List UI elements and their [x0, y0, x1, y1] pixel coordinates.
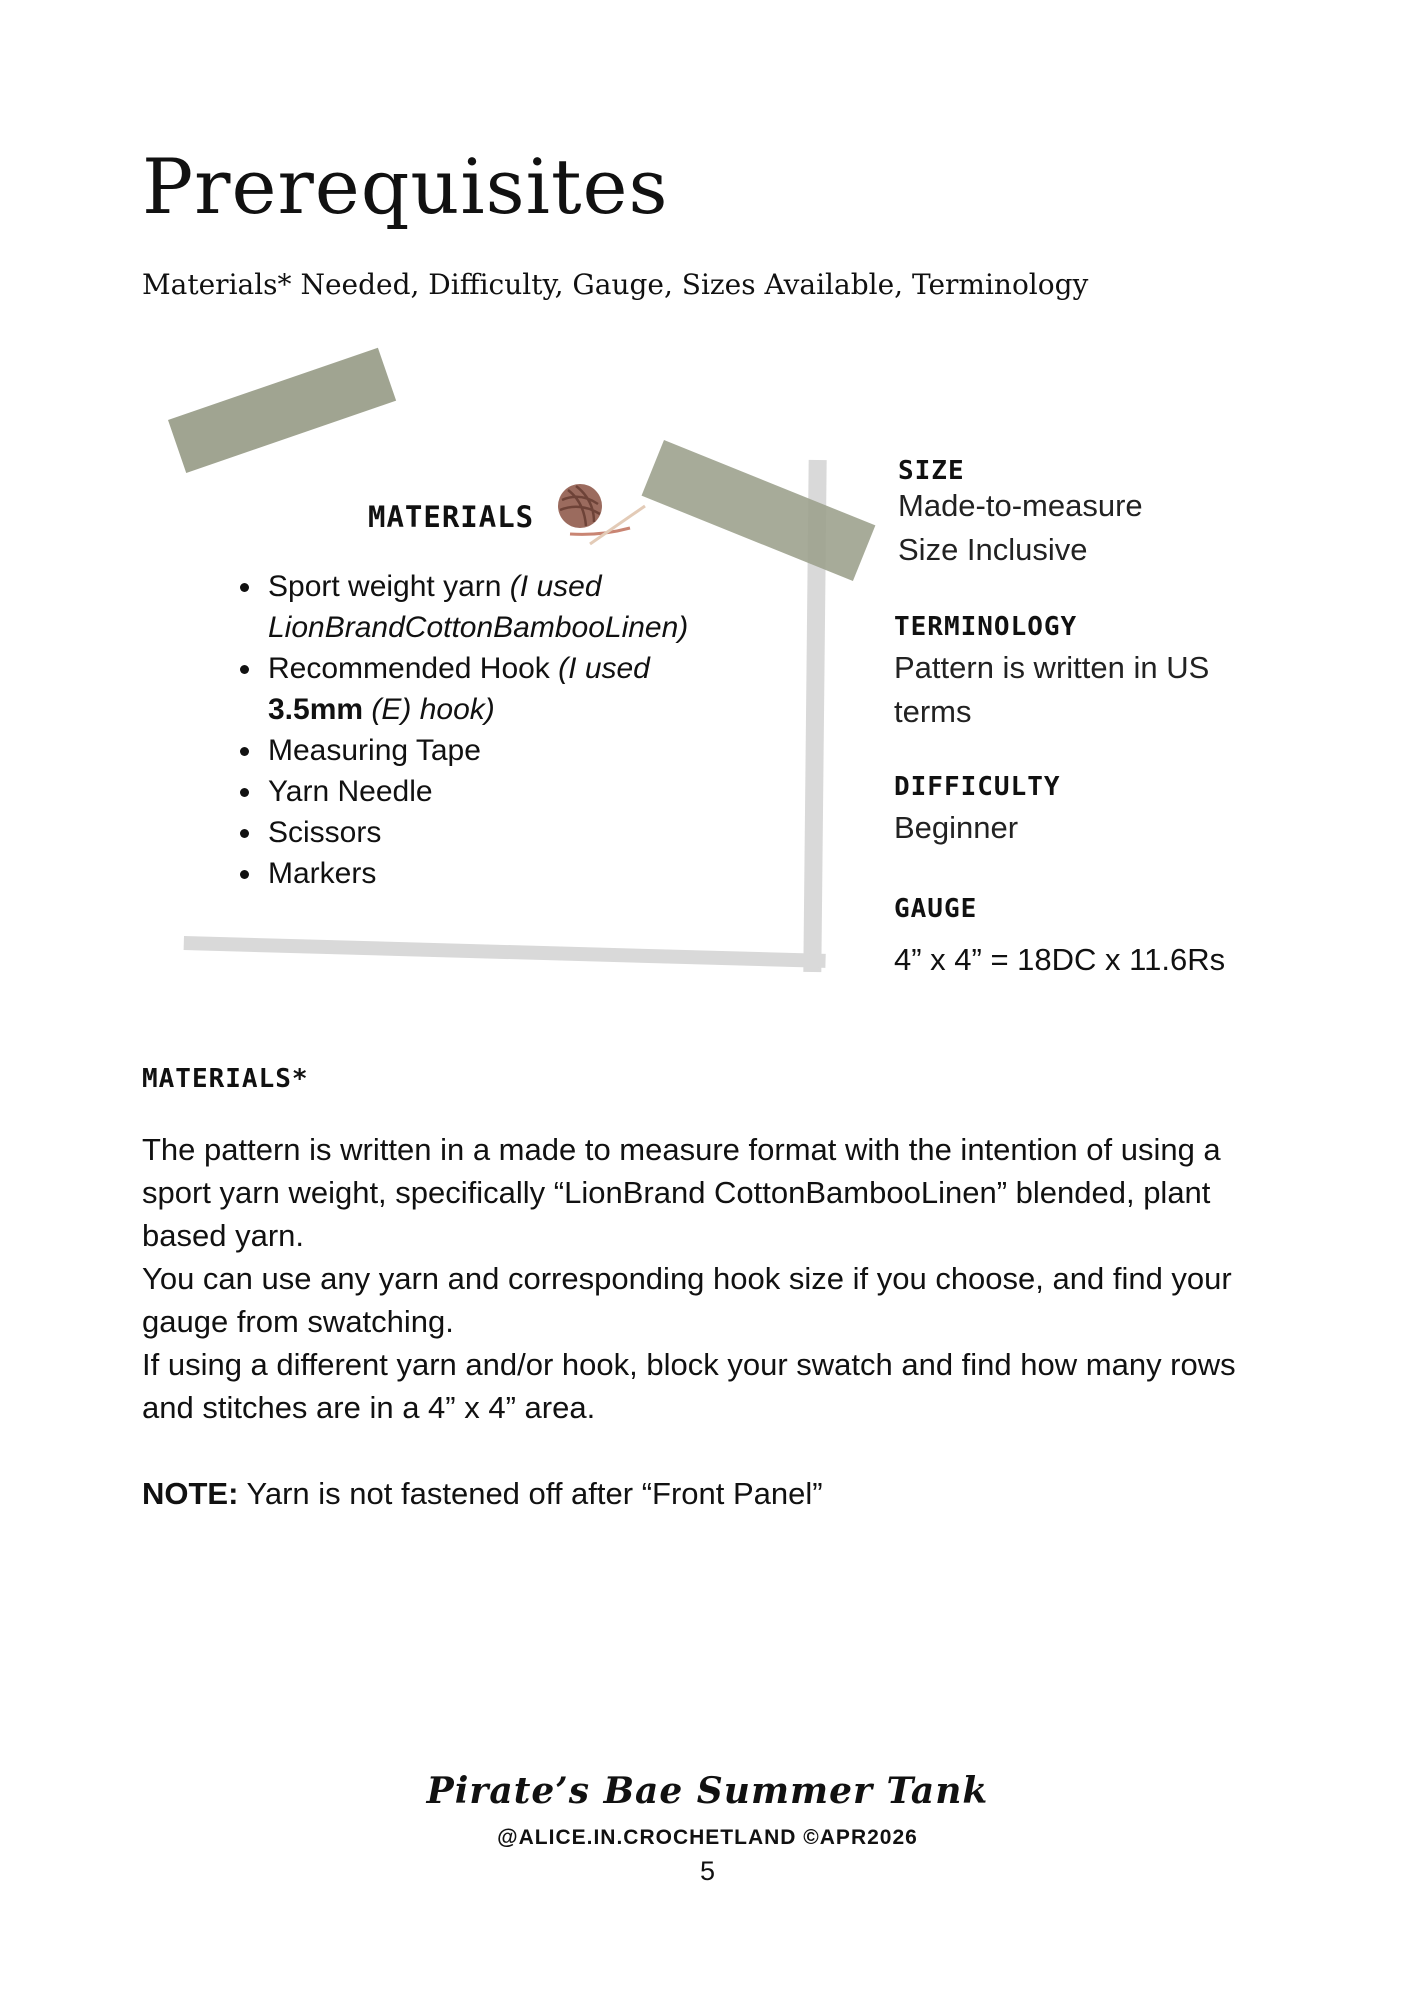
list-item: • Scissors — [264, 812, 784, 853]
yarn-ball-icon — [550, 478, 650, 548]
terminology-label: TERMINOLOGY — [894, 612, 1078, 642]
difficulty-value: Beginner — [894, 810, 1019, 845]
gauge-value: 4” x 4” = 18DC x 11.6Rs — [894, 942, 1226, 977]
terminology-value: Pattern is written in US terms — [894, 650, 1210, 729]
paragraph: The pattern is written in a made to measure format with the intention of using a sport yarn weight, specifically “LionBrand CottonBambooLinen” blended, plant based yarn. — [142, 1132, 1221, 1253]
materials-notes-body — [142, 1128, 1252, 1515]
materials-note-label: MATERIALS* — [142, 1064, 309, 1094]
list-item: • Yarn Needle — [264, 771, 784, 812]
note-line: NOTE: Yarn is not fastened off after “Front Panel” — [142, 1476, 823, 1511]
paragraph: If using a different yarn and/or hook, block your swatch and find how many rows and stitches are in a 4” x 4” area. — [142, 1347, 1236, 1425]
list-item: • Measuring Tape — [264, 730, 784, 771]
list-item: • Sport weight yarn (I used LionBrandCottonBambooLinen) — [264, 566, 784, 648]
list-item: • Markers — [264, 853, 784, 894]
list-item: • Recommended Hook (I used 3.5mm (E) hook) — [264, 648, 784, 730]
washi-tape-right — [642, 440, 876, 581]
page-subtitle: Materials* Needed, Difficulty, Gauge, Sizes Available, Terminology — [142, 268, 1089, 301]
size-value: Made-to-measure Size Inclusive — [898, 488, 1143, 567]
size-label: SIZE — [898, 456, 965, 486]
washi-tape-left — [168, 348, 396, 473]
page-number: 5 — [699, 1856, 716, 1886]
materials-list — [228, 566, 784, 894]
difficulty-label: DIFFICULTY — [894, 772, 1061, 802]
materials-card-heading: MATERIALS — [368, 500, 535, 534]
gauge-label: GAUGE — [894, 894, 978, 924]
page-title: Prerequisites — [142, 142, 669, 231]
footer-credit: @ALICE.IN.CROCHETLAND ©APR2026 — [497, 1826, 918, 1849]
card-shadow-bottom — [184, 936, 826, 968]
paragraph: You can use any yarn and corresponding hook size if you choose, and find your gauge from swatching. — [142, 1261, 1232, 1339]
footer-pattern-title: Pirate’s Bae Summer Tank — [426, 1770, 989, 1812]
